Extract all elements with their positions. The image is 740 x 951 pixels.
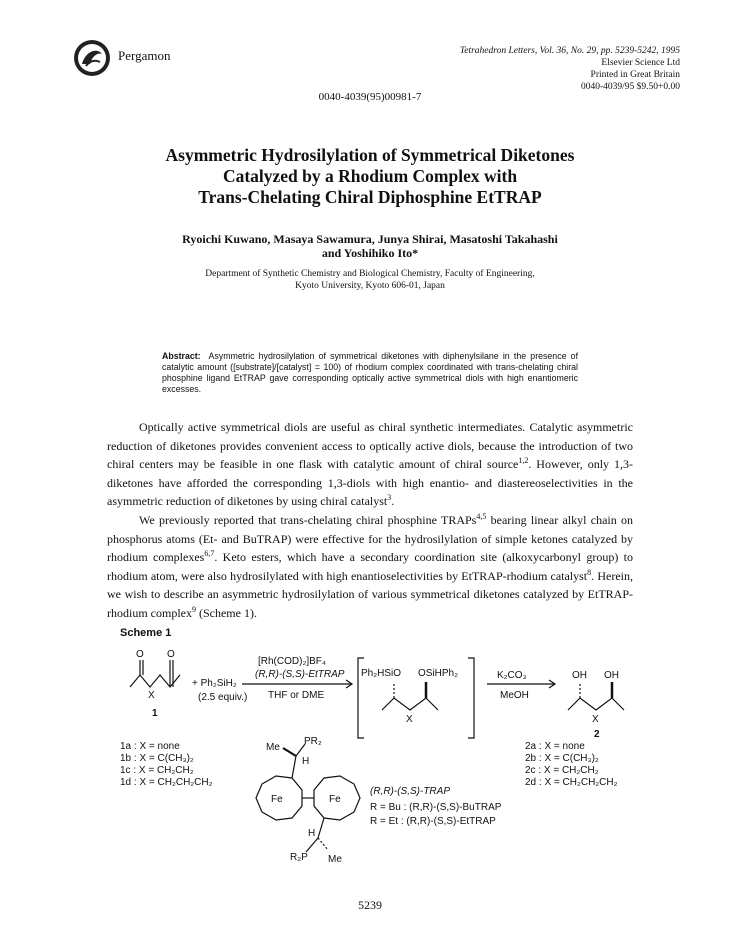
doi: 0040-4039(95)00981-7 xyxy=(318,91,422,103)
substrate-1c: 1c : X = CH₂CH₂ xyxy=(120,765,194,776)
body-text xyxy=(107,418,633,623)
base-solvent-label: MeOH xyxy=(500,690,529,701)
bracket-right xyxy=(468,658,474,738)
compound-2-label: 2 xyxy=(594,729,600,740)
substrate-1a: 1a : X = none xyxy=(120,741,180,752)
author-list xyxy=(80,232,660,260)
product-2b: 2b : X = C(CH₃)₂ xyxy=(525,753,599,764)
affiliation xyxy=(80,268,660,292)
trap-name: (R,R)-(S,S)-TRAP xyxy=(370,786,450,797)
title-line-3: Trans-Chelating Chiral Diphosphine EtTRAP xyxy=(198,187,542,207)
product-2d: 2d : X = CH₂CH₂CH₂ xyxy=(525,777,618,788)
ligand-fe-left: Fe xyxy=(271,794,283,805)
ligand-h-top: H xyxy=(302,756,310,767)
substrate-1b: 1b : X = C(CH₃)₂ xyxy=(120,753,194,764)
journal-citation: Tetrahedron Letters, Vol. 36, No. 29, pp. 5239-5242, 1995 xyxy=(459,46,680,56)
ligand-fe-right: Fe xyxy=(329,794,341,805)
ligand-r2p-bottom: R₂P xyxy=(290,852,308,863)
scheme-1-diagram xyxy=(0,640,740,890)
p2-text-a: We previously reported that trans-chelating chiral phosphine TRAPs xyxy=(139,512,477,527)
title-line-1: Asymmetric Hydrosilylation of Symmetrical Diketones xyxy=(165,145,575,165)
product-2c: 2c : X = CH₂CH₂ xyxy=(525,765,599,776)
x-label: X xyxy=(148,690,155,701)
page-number: 5239 xyxy=(358,898,382,912)
p2-text-d: . Herein, we wish to describe an asymmetric hydrosilylation of various symmetrical diketones catalyzed by EtTRAP-rhodium complex xyxy=(107,568,633,620)
x-label: X xyxy=(592,714,599,725)
journal-header xyxy=(460,45,680,93)
substrate-1d: 1d : X = CH₂CH₂CH₂ xyxy=(120,777,213,788)
affiliation-line-1: Department of Synthetic Chemistry and Biological Chemistry, Faculty of Engineering, xyxy=(205,269,535,279)
compound-1-label: 1 xyxy=(152,708,158,719)
authors-line-2: and Yoshihiko Ito* xyxy=(321,246,419,260)
trap-ettrap: R = Et : (R,R)-(S,S)-EtTRAP xyxy=(370,816,496,827)
abstract xyxy=(162,351,578,395)
ref-superscript: 1,2 xyxy=(518,456,529,466)
p1-text-c: . xyxy=(391,494,395,509)
paper-title xyxy=(80,145,660,208)
p1-text-a: Optically active symmetrical diols are useful as chiral synthetic intermediates. Catalytic asymmetric reduction of diketones provides convenient access to optically active diols, because the introduction of two chiral centers may be feasible in one flask with catalytic amount of chiral source xyxy=(107,420,633,472)
hydroxyl-label: OH xyxy=(572,670,587,681)
affiliation-line-2: Kyoto University, Kyoto 606-01, Japan xyxy=(295,281,445,291)
abstract-text: Asymmetric hydrosilylation of symmetrical diketones with diphenylsilane in the presence of catalytic amount ([substrate]/[catalyst] = 100) of rhodium complex coordinated with trans-chelating chiral phosphine ligand EtTRAP gave corresponding optically active symmetrical diols with high enantiomeric excesses. xyxy=(162,351,579,394)
solvent-label: THF or DME xyxy=(268,690,325,701)
carbonyl-o-label: O xyxy=(167,649,175,660)
scheme-title: Scheme 1 xyxy=(120,627,172,639)
publisher-line: Elsevier Science Ltd xyxy=(601,58,680,68)
x-label: X xyxy=(406,714,413,725)
ligand-me-top: Me xyxy=(266,742,280,753)
reagent-silane: + Ph₂SiH₂ xyxy=(192,678,237,689)
intermediate-left-label: Ph₂HSiO xyxy=(361,668,402,679)
publisher-name: Pergamon xyxy=(118,48,171,63)
carbonyl-o-label: O xyxy=(136,649,144,660)
title-line-2: Catalyzed by a Rhodium Complex with xyxy=(222,166,518,186)
ligand-h-bottom: H xyxy=(308,828,316,839)
base-label: K₂CO₃ xyxy=(497,670,527,681)
catalyst-rh: [Rh(COD)₂]BF₄ xyxy=(258,656,326,667)
reagent-equiv: (2.5 equiv.) xyxy=(198,692,248,703)
catalyst-ligand: (R,R)-(S,S)-EtTRAP xyxy=(255,669,345,680)
p2-text-b: bearing linear alkyl chain on phosphorus atoms (Et- and BuTRAP) were effective for the hydrosilylation of simple ketones catalyzed by rhodium complexes xyxy=(107,512,634,565)
trap-butrap: R = Bu : (R,R)-(S,S)-BuTRAP xyxy=(370,802,502,813)
pergamon-logo-icon xyxy=(72,38,112,78)
printed-line: Printed in Great Britain xyxy=(590,70,680,80)
ligand-me-bottom: Me xyxy=(328,854,342,865)
p2-text-e: (Scheme 1). xyxy=(195,605,257,620)
product-2a: 2a : X = none xyxy=(525,741,585,752)
ref-superscript: 9 xyxy=(191,604,196,614)
ref-superscript: 4,5 xyxy=(476,511,487,521)
ref-superscript: 8 xyxy=(587,567,592,577)
authors-line-1: Ryoichi Kuwano, Masaya Sawamura, Junya Shirai, Masatoshi Takahashi xyxy=(182,232,558,246)
ligand-pr2-top: PR₂ xyxy=(304,736,322,747)
hydroxyl-label: OH xyxy=(604,670,619,681)
paragraph-1 xyxy=(107,418,633,511)
ref-superscript: 3 xyxy=(387,493,392,503)
ref-superscript: 6,7 xyxy=(204,549,215,559)
intermediate-right-label: OSiHPh₂ xyxy=(418,668,459,679)
abstract-label: Abstract: xyxy=(162,351,201,361)
diol-skeleton xyxy=(568,698,624,710)
paragraph-2 xyxy=(107,511,633,623)
issn-line: 0040-4039/95 $9.50+0.00 xyxy=(580,82,680,92)
p2-text-c: . Keto esters, which have a secondary coordination site (alkoxycarbonyl group) to rhodium atom, were also hydrosilylated with high enantioselectivities by EtTRAP-rhodium catalyst xyxy=(107,550,633,583)
p1-text-b: . However, only 1,3-diketones have afforded the corresponding 1,3-diols with high enantio- and diastereoselectivities in the asymmetric reduction of diketones by using chiral catalyst xyxy=(107,457,633,509)
